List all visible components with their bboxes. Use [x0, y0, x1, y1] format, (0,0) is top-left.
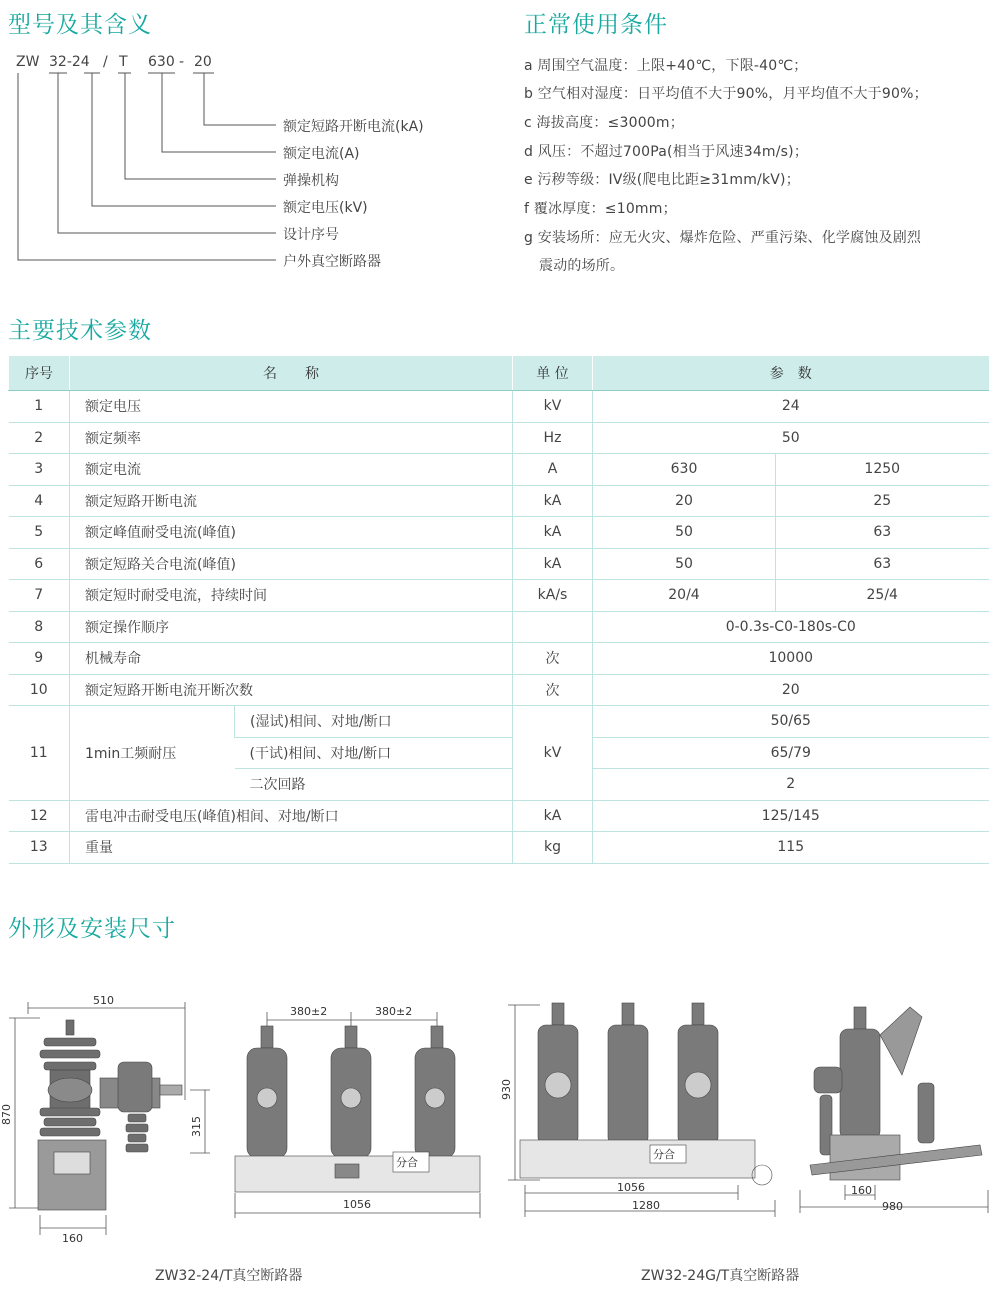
model-code-slash: /: [103, 54, 108, 70]
row-name: 额定频率: [70, 422, 513, 454]
dim-160-right: 160: [851, 1184, 872, 1197]
table-row: [9, 517, 989, 549]
row-no: 12: [9, 800, 70, 832]
row-no: 5: [9, 517, 70, 549]
row-sub-label: (干试)相间、对地/断口: [235, 737, 513, 769]
model-label-current: 额定电流(A): [283, 146, 360, 162]
row-unit: kA: [513, 548, 593, 580]
caption-left: ZW32-24/T真空断路器: [155, 1268, 303, 1284]
row-name: 额定短路关合电流(峰值): [70, 548, 513, 580]
header-name: 名 称: [70, 356, 513, 391]
row-no: 9: [9, 643, 70, 675]
row-no: 8: [9, 611, 70, 643]
caption-right: ZW32-24G/T真空断路器: [641, 1268, 800, 1284]
row-unit: kV: [513, 706, 593, 801]
header-param: 参 数: [593, 356, 989, 391]
header-no: 序号: [9, 356, 70, 391]
model-leader-lines: [0, 0, 300, 280]
model-label-mechanism: 弹操机构: [283, 173, 339, 189]
model-label-voltage: 额定电压(kV): [283, 200, 368, 216]
header-unit: 单 位: [513, 356, 593, 391]
row-name: 重量: [70, 832, 513, 864]
condition-g-cont: 震动的场所。: [539, 258, 625, 274]
table-row: [9, 674, 989, 706]
table-row: [9, 422, 989, 454]
dim-510: 510: [93, 994, 114, 1007]
row-param-2: 63: [776, 548, 989, 580]
row-no: 7: [9, 580, 70, 612]
row-param: 0-0.3s-C0-180s-C0: [593, 611, 989, 643]
dim-980: 980: [882, 1200, 903, 1213]
row-unit: kg: [513, 832, 593, 864]
row-param: 50/65: [593, 706, 989, 738]
row-no: 2: [9, 422, 70, 454]
table-row: [9, 391, 989, 423]
row-param-1: 50: [593, 548, 776, 580]
model-code-zw: ZW: [16, 54, 40, 70]
dim-315: 315: [190, 1116, 203, 1137]
spec-table: [8, 356, 989, 864]
row-param: 115: [593, 832, 989, 864]
row-unit: kA: [513, 800, 593, 832]
row-unit: [513, 611, 593, 643]
condition-f: f 覆冰厚度：≤10mm；: [524, 201, 677, 217]
row-param-2: 63: [776, 517, 989, 549]
panel-label-right: 分合: [653, 1148, 675, 1161]
row-param-1: 20: [593, 485, 776, 517]
row-name: 额定电压: [70, 391, 513, 423]
dim-380-2: 380±2: [375, 1005, 413, 1018]
condition-a: a 周围空气温度：上限+40℃，下限-40℃；: [524, 58, 808, 74]
model-label-design: 设计序号: [283, 227, 339, 243]
table-row: [9, 832, 989, 864]
panel-label-left: 分合: [396, 1156, 418, 1169]
row-no: 1: [9, 391, 70, 423]
row-name: 额定短时耐受电流，持续时间: [70, 580, 513, 612]
row-unit: kA: [513, 517, 593, 549]
row-unit: kA/s: [513, 580, 593, 612]
row-name: 额定电流: [70, 454, 513, 486]
row-param-1: 50: [593, 517, 776, 549]
row-param: 24: [593, 391, 989, 423]
row-unit: Hz: [513, 422, 593, 454]
row-param: 2: [593, 769, 989, 801]
row-no: 4: [9, 485, 70, 517]
row-param: 20: [593, 674, 989, 706]
model-code-current: 630: [148, 54, 175, 70]
row-param: 50: [593, 422, 989, 454]
table-row: [9, 454, 989, 486]
table-row: [9, 643, 989, 675]
row-no: 11: [9, 706, 70, 801]
condition-g: g 安装场所：应无火灾、爆炸危险、严重污染、化学腐蚀及剧烈: [524, 230, 922, 246]
row-param-2: 1250: [776, 454, 989, 486]
model-code-breaking: 20: [194, 54, 212, 70]
row-param-1: 20/4: [593, 580, 776, 612]
row-unit: 次: [513, 674, 593, 706]
row-no: 6: [9, 548, 70, 580]
row-sub-label: (湿试)相间、对地/断口: [235, 706, 513, 738]
row-name: 1min工频耐压: [70, 706, 235, 801]
row-no: 3: [9, 454, 70, 486]
section-title-dimensions: 外形及安装尺寸: [8, 916, 176, 942]
drawing-front-view-left: [225, 998, 495, 1223]
table-row: [9, 611, 989, 643]
model-code-dash: -: [179, 54, 185, 70]
condition-b: b 空气相对湿度：日平均值不大于90%，月平均值不大于90%；: [524, 86, 928, 102]
row-unit: kA: [513, 485, 593, 517]
row-unit: 次: [513, 643, 593, 675]
row-param: 125/145: [593, 800, 989, 832]
section-title-specs: 主要技术参数: [8, 318, 152, 344]
model-code-design: 32-24: [49, 54, 90, 70]
model-label-type: 户外真空断路器: [283, 254, 381, 270]
row-name: 额定操作顺序: [70, 611, 513, 643]
row-name: 额定短路开断电流开断次数: [70, 674, 513, 706]
dim-1056-right: 1056: [617, 1181, 645, 1194]
table-row: [9, 800, 989, 832]
dim-870: 870: [0, 1104, 13, 1125]
row-no: 10: [9, 674, 70, 706]
table-header-row: [9, 356, 989, 391]
row-param-2: 25: [776, 485, 989, 517]
row-name: 额定峰值耐受电流(峰值): [70, 517, 513, 549]
dim-1280: 1280: [632, 1199, 660, 1212]
row-sub-label: 二次回路: [235, 769, 513, 801]
row-name: 额定短路开断电流: [70, 485, 513, 517]
drawing-side-view-right: [790, 995, 995, 1220]
row-name: 雷电冲击耐受电压(峰值)相间、对地/断口: [70, 800, 513, 832]
dim-160-left: 160: [62, 1232, 83, 1245]
condition-e: e 污秽等级：IV级(爬电比距≥31mm/kV)；: [524, 172, 800, 188]
row-name: 机械寿命: [70, 643, 513, 675]
row-no: 13: [9, 832, 70, 864]
section-title-conditions: 正常使用条件: [524, 12, 668, 38]
row-param-2: 25/4: [776, 580, 989, 612]
row-param: 65/79: [593, 737, 989, 769]
row-param-1: 630: [593, 454, 776, 486]
section-title-model: 型号及其含义: [8, 12, 152, 38]
dim-1056-left: 1056: [343, 1198, 371, 1211]
table-row: [9, 706, 989, 738]
dim-930: 930: [500, 1079, 513, 1100]
drawing-front-view-right: [500, 995, 780, 1220]
condition-c: c 海拔高度：≤3000m；: [524, 115, 684, 131]
table-row: [9, 580, 989, 612]
dim-380-1: 380±2: [290, 1005, 328, 1018]
drawing-side-view-left: [0, 990, 215, 1245]
model-code-t: T: [119, 54, 128, 70]
row-unit: kV: [513, 391, 593, 423]
model-label-breaking: 额定短路开断电流(kA): [283, 119, 424, 135]
table-row: [9, 485, 989, 517]
table-row: [9, 548, 989, 580]
row-param: 10000: [593, 643, 989, 675]
row-unit: A: [513, 454, 593, 486]
condition-d: d 风压：不超过700Pa(相当于风速34m/s)；: [524, 144, 809, 160]
